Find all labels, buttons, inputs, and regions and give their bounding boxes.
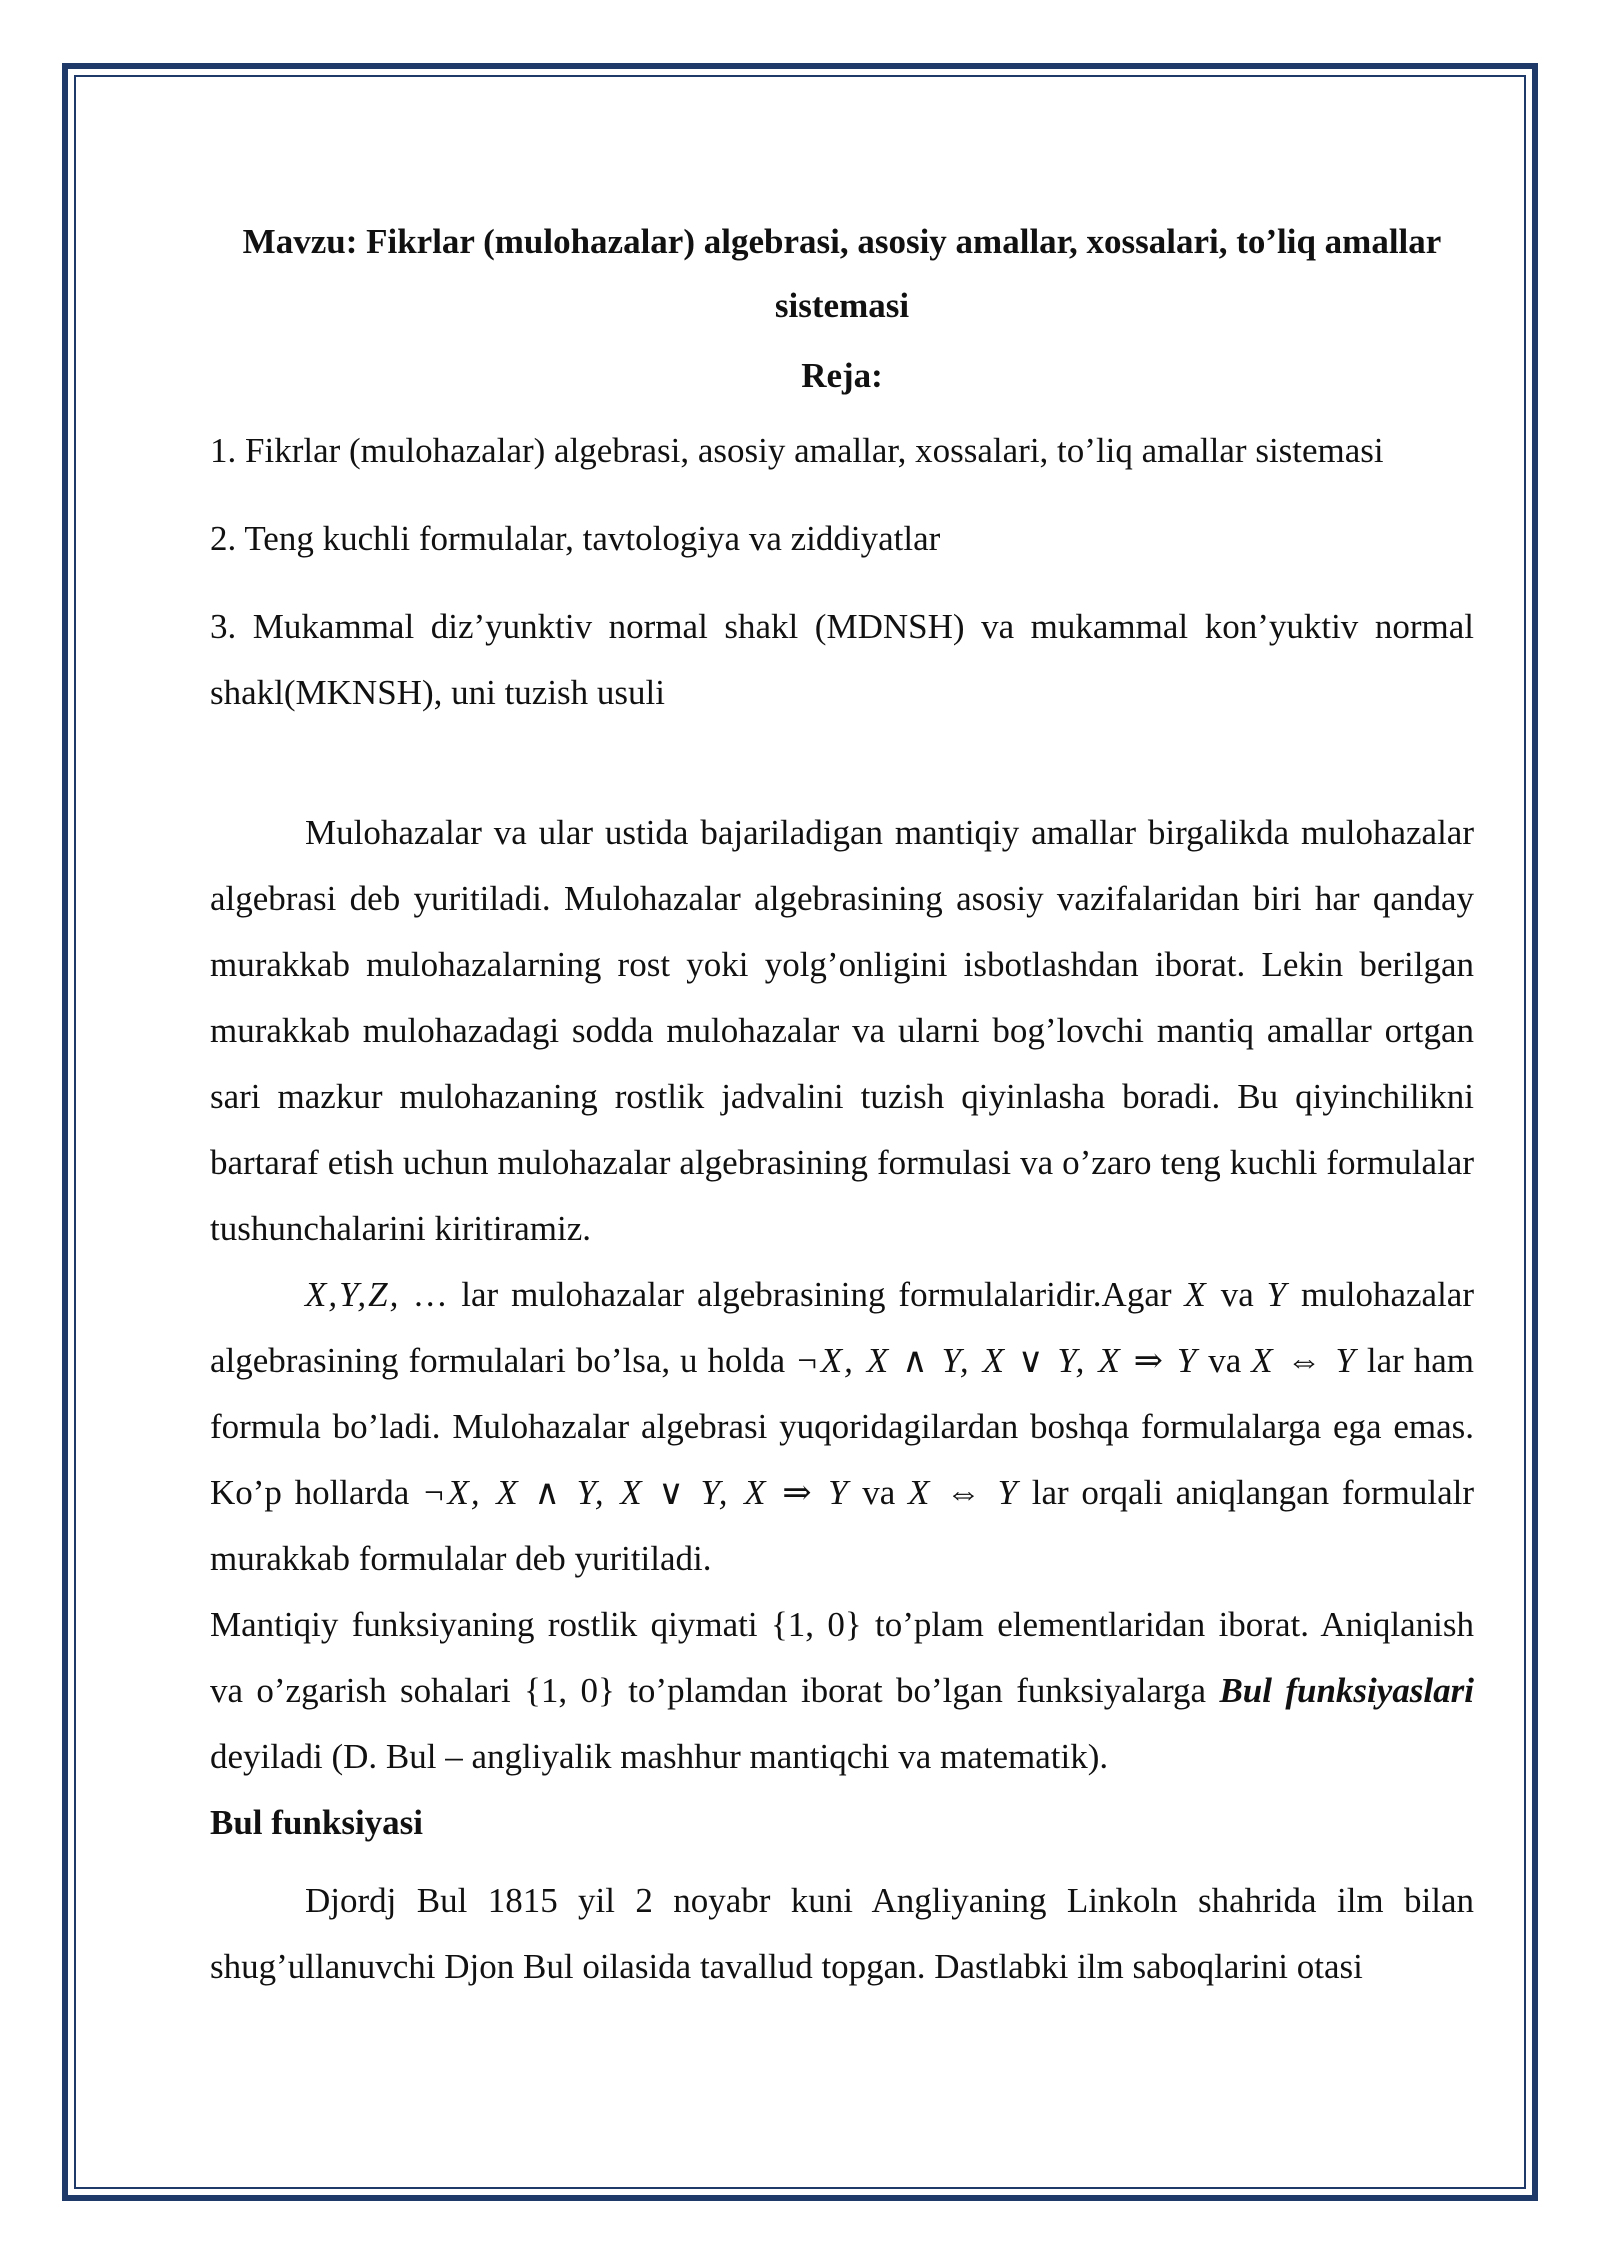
math-equivalence: X ⇔ Y — [907, 1473, 1020, 1512]
term-bul-functions: Bul funksiyaslari — [1219, 1671, 1474, 1710]
math-set: {1, 0} — [524, 1671, 615, 1710]
text-segment: lar ham formula bo’ladi. Mulohazalar algebrasi yuqoridagilardan boshqa formulalarga ega emas. Ko’p hollarda — [210, 1341, 1474, 1512]
text-segment: va — [849, 1473, 908, 1512]
text-segment: va — [1207, 1275, 1267, 1314]
plan-item: 2. Teng kuchli formulalar, tavtologiya va ziddiyatlar — [210, 519, 941, 558]
math-variables: X,Y,Z, … — [305, 1275, 449, 1314]
text-segment: deyiladi (D. Bul – angliyalik mashhur mantiqchi va matematik). — [210, 1737, 1109, 1776]
math-operations: ¬X, X ∧ Y, X ∨ Y, X ⇒ Y — [421, 1473, 850, 1512]
text-segment: Mantiqiy funksiyaning rostlik qiymati — [210, 1605, 771, 1644]
text-segment: to’plam elementlaridan iborat. Aniqlanish va o’zgarish sohalari — [210, 1605, 1474, 1710]
math-operations: ¬X, X ∧ Y, X ∨ Y, X ⇒ Y — [795, 1341, 1199, 1380]
paragraph-intro: Mulohazalar va ular ustida bajariladigan mantiqiy amallar birgalikda mulohazalar algebrasi deb yuritiladi. Mulohazalar algebrasining asosiy vazifalaridan biri har qanday murakkab mulohazalarning rost yoki yolg’onligini isbotlashdan iborat. Lekin berilgan murakkab mulohazadagi sodda mulohazalar va ularni bog’lovchi mantiq amallar ortgan sari mazkur mulohazaning rostlik jadvalini tuzish qiyinlasha boradi. Bu qiyinchilikni bartaraf etish uchun mulohazalar algebrasining formulasi va o’zaro teng kuchli formulalar tushunchalarini kiritiramiz. — [210, 813, 1474, 1248]
document-title: Mavzu: Fikrlar (mulohazalar) algebrasi, asosiy amallar, xossalari, to’liq amallar sistemasi — [242, 222, 1442, 325]
plan-item: 1. Fikrlar (mulohazalar) algebrasi, asosiy amallar, xossalari, to’liq amallar sistemasi — [210, 431, 1384, 470]
text-segment: lar orqali aniqlangan formulalr murakkab formulalar deb yuritiladi. — [210, 1473, 1474, 1578]
text-segment: va — [1198, 1341, 1252, 1380]
paragraph-formulas — [210, 1262, 1474, 1592]
plan-heading: Reja: — [801, 356, 883, 395]
paragraph-bul-functions — [210, 1592, 1474, 1790]
math-set: {1, 0} — [770, 1605, 862, 1644]
text-segment: to’plamdan iborat bo’lgan funksiyalarga — [614, 1671, 1220, 1710]
document-body — [210, 210, 1474, 2000]
text-segment: lar mulohazalar algebrasining formulalaridir.Agar — [448, 1275, 1185, 1314]
math-equivalence: X ⇔ Y — [1251, 1341, 1357, 1380]
math-x: X — [1184, 1275, 1208, 1314]
paragraph-biography: Djordj Bul 1815 yil 2 noyabr kuni Angliyaning Linkoln shahrida ilm bilan shug’ullanuvchi Djon Bul oilasida tavallud topgan. Dastlabki ilm saboqlarini otasi — [210, 1881, 1474, 1986]
text-segment: mulohazalar algebrasining formulalari bo’lsa, u holda — [210, 1275, 1474, 1380]
plan-list — [210, 418, 1474, 726]
plan-item: 3. Mukammal diz’yunktiv normal shakl (MDNSH) va mukammal kon’yuktiv normal shakl(MKNSH), uni tuzish usuli — [210, 607, 1474, 712]
math-y: Y — [1266, 1275, 1289, 1314]
section-heading: Bul funksiyasi — [210, 1803, 424, 1842]
